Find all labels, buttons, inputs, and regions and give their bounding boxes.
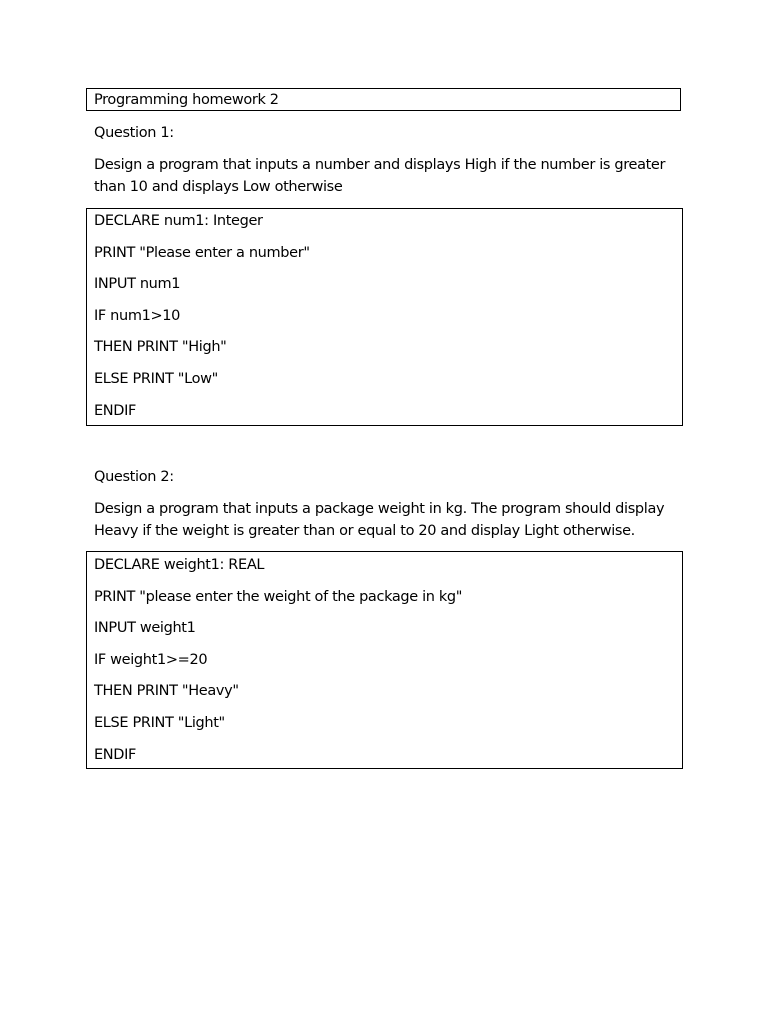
code-line: ENDIF: [94, 747, 137, 763]
code-line: PRINT "Please enter a number": [94, 245, 310, 261]
question-2-heading: Question 2:: [94, 469, 174, 485]
question-2-prompt-line-1: Design a program that inputs a package weight in kg. The program should display: [94, 501, 665, 517]
code-line: ELSE PRINT "Low": [94, 371, 218, 387]
question-1-prompt-line-1: Design a program that inputs a number and displays High if the number is greater: [94, 157, 666, 173]
code-line: THEN PRINT "Heavy": [94, 683, 239, 699]
document-title: Programming homework 2: [94, 92, 279, 108]
code-line: IF num1>10: [94, 308, 181, 324]
code-line: INPUT num1: [94, 276, 181, 292]
code-line: IF weight1>=20: [94, 652, 208, 668]
question-2-code-box: [86, 551, 683, 769]
question-1-code-box: [86, 208, 683, 426]
question-1-heading: Question 1:: [94, 125, 174, 141]
code-line: DECLARE weight1: REAL: [94, 557, 265, 573]
code-line: ENDIF: [94, 403, 137, 419]
code-line: DECLARE num1: Integer: [94, 213, 263, 229]
code-line: PRINT "please enter the weight of the package in kg": [94, 589, 463, 605]
question-1-prompt-line-2: than 10 and displays Low otherwise: [94, 179, 343, 195]
code-line: ELSE PRINT "Light": [94, 715, 225, 731]
question-2-prompt-line-2: Heavy if the weight is greater than or equal to 20 and display Light otherwise.: [94, 523, 635, 539]
code-line: INPUT weight1: [94, 620, 196, 636]
document-title-box: [86, 88, 681, 111]
code-line: THEN PRINT "High": [94, 339, 227, 355]
